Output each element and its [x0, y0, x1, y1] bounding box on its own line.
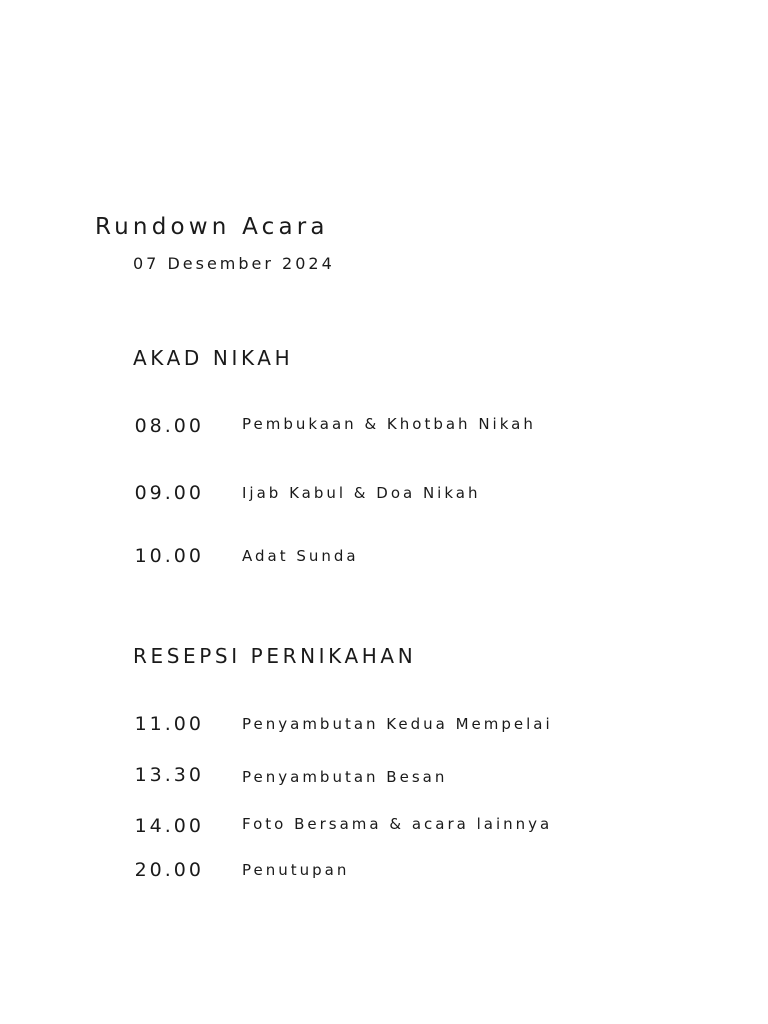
page-title: Rundown Acara — [95, 214, 329, 240]
schedule-event: Ijab Kabul & Doa Nikah — [242, 484, 481, 502]
schedule-event: Adat Sunda — [242, 547, 359, 565]
schedule-time: 13.30 — [134, 764, 204, 786]
schedule-row — [0, 815, 768, 845]
schedule-time: 20.00 — [134, 859, 204, 881]
schedule-time: 10.00 — [134, 545, 204, 567]
schedule-event: Pembukaan & Khotbah Nikah — [242, 415, 536, 433]
schedule-time: 14.00 — [134, 815, 204, 837]
schedule-row — [0, 713, 768, 743]
schedule-event: Penyambutan Kedua Mempelai — [242, 715, 553, 733]
schedule-row — [0, 859, 768, 889]
event-date: 07 Desember 2024 — [133, 254, 335, 273]
schedule-row — [0, 415, 768, 445]
schedule-event: Foto Bersama & acara lainnya — [242, 815, 553, 833]
schedule-row — [0, 545, 768, 575]
section-title-resepsi-pernikahan: RESEPSI PERNIKAHAN — [133, 644, 417, 668]
schedule-event: Penyambutan Besan — [242, 768, 448, 786]
section-title-akad-nikah: AKAD NIKAH — [133, 346, 294, 370]
schedule-time: 11.00 — [134, 713, 204, 735]
schedule-event: Penutupan — [242, 861, 350, 879]
schedule-time: 08.00 — [134, 415, 204, 437]
schedule-row — [0, 764, 768, 794]
schedule-row — [0, 482, 768, 512]
schedule-time: 09.00 — [134, 482, 204, 504]
